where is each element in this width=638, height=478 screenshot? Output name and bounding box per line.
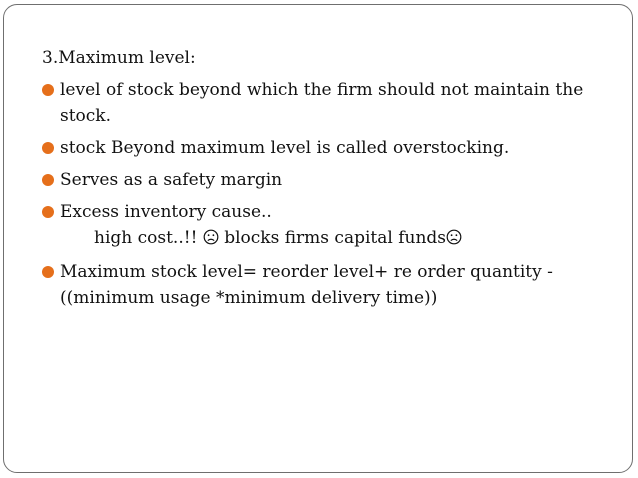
bullet-text: Maximum stock level= reorder level+ re order quantity -((minimum usage *minimum delivery time)) <box>60 262 553 308</box>
bullet-list <box>42 77 602 225</box>
bullet-text: level of stock beyond which the firm should not maintain the stock. <box>60 80 584 126</box>
slide-content <box>42 45 602 317</box>
sub-line-text-1: high cost..!! <box>94 228 203 248</box>
bullet-icon <box>42 142 54 154</box>
bullet-text: stock Beyond maximum level is called overstocking. <box>60 138 510 158</box>
bullet-icon <box>42 266 54 278</box>
bullet-icon <box>42 206 54 218</box>
slide-heading: 3.Maximum level: <box>42 48 196 68</box>
bullet-text: Serves as a safety margin <box>60 170 283 190</box>
list-item <box>42 167 602 193</box>
frown-face-icon <box>203 227 219 253</box>
bullet-icon <box>42 174 54 186</box>
frown-face-icon <box>446 227 462 253</box>
bullet-text: Excess inventory cause.. <box>60 202 272 222</box>
sub-line <box>42 225 602 253</box>
bullet-icon <box>42 84 54 96</box>
list-item <box>42 259 602 311</box>
bullet-list-continued <box>42 259 602 311</box>
slide-frame <box>3 4 633 473</box>
list-item <box>42 199 602 225</box>
list-item <box>42 77 602 129</box>
list-item <box>42 135 602 161</box>
sub-line-text-2: blocks firms capital funds <box>218 228 447 248</box>
